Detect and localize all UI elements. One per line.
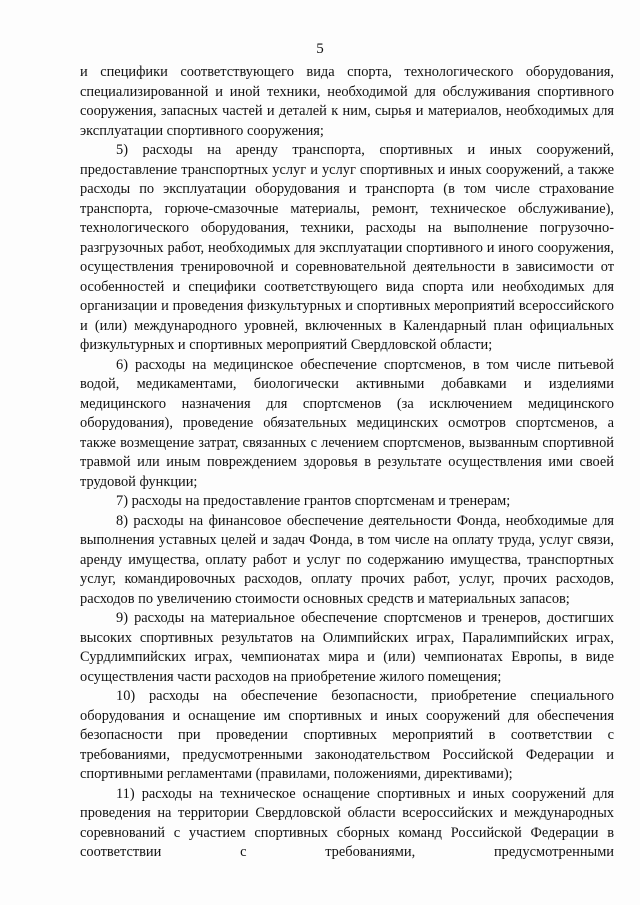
paragraph-item-11: 11) расходы на техническое оснащение спортивных и иных сооружений для проведения на территории Свердловской области всероссийских и международных соревнований с участием спортивных сборных команд Российской Федерации в соответствии с требованиями, предусмотренными (80, 785, 614, 860)
paragraph-intro-continuation: и специфики соответствующего вида спорта, технологического оборудования, специализированной и иной техники, необходимой для обслуживания спортивного сооружения, запасных частей и деталей к ним, сырья и материалов, необходимых для эксплуатации спортивного сооружения; (80, 64, 614, 139)
paragraph-item-9: 9) расходы на материальное обеспечение спортсменов и тренеров, достигших высоких спортивных результатов на Олимпийских играх, Паралимпийских играх, Сурдлимпийских играх, чемпионатах мира и (или) чемпионатах Европы, в виде осуществления части расходов на приобретение жилого помещения; (80, 610, 614, 685)
document-body (80, 63, 614, 863)
paragraph-item-6: 6) расходы на медицинское обеспечение спортсменов, в том числе питьевой водой, медикаментами, биологически активными добавками и изделиями медицинского назначения для спортсменов (за исключением медицинского оборудования), проведение обязательных медицинских осмотров спортсменов, а также возмещение затрат, связанных с лечением спортсменов, вызванным спортивной травмой или иным повреждением здоровья в результате осуществления ими своей трудовой функции; (80, 356, 614, 490)
page-number: 5 (316, 41, 324, 57)
paragraph-item-5: 5) расходы на аренду транспорта, спортивных и иных сооружений, предоставление транспортных услуг и услуг спортивных и иных сооружений, а также расходы по эксплуатации оборудования и транспорта (в том числе страхование транспорта, горюче-смазочные материалы, ремонт, техническое обслуживание), технологического оборудования, техники, расходы на выполнение погрузочно-разгрузочных работ, необходимых для эксплуатации спортивного и иного сооружения, осуществления тренировочной и соревновательной деятельности в зависимости от особенностей и специфики соответствующего вида спорта или необходимых для организации и проведения физкультурных и спортивных мероприятий всероссийского и (или) международного уровней, включенных в Календарный план официальных физкультурных и спортивных мероприятий Свердловской области; (80, 142, 614, 353)
paragraph-item-8: 8) расходы на финансовое обеспечение деятельности Фонда, необходимые для выполнения уставных целей и задач Фонда, в том числе на оплату труда, услуг связи, аренду имущества, оплату работ и услуг по содержанию имущества, транспортных услуг, командировочных расходов, оплату прочих работ, услуг, прочих расходов, расходов по увеличению стоимости основных средств и материальных запасов; (80, 512, 614, 607)
paragraph-item-10: 10) расходы на обеспечение безопасности, приобретение специального оборудования и оснащение им спортивных и иных сооружений для обеспечения безопасности при проведении спортивных мероприятий в соответствии с требованиями, предусмотренными законодательством Российской Федерации и спортивными регламентами (правилами, положениями, директивами); (80, 688, 614, 782)
paragraph-item-7: 7) расходы на предоставление грантов спортсменам и тренерам; (116, 493, 511, 509)
